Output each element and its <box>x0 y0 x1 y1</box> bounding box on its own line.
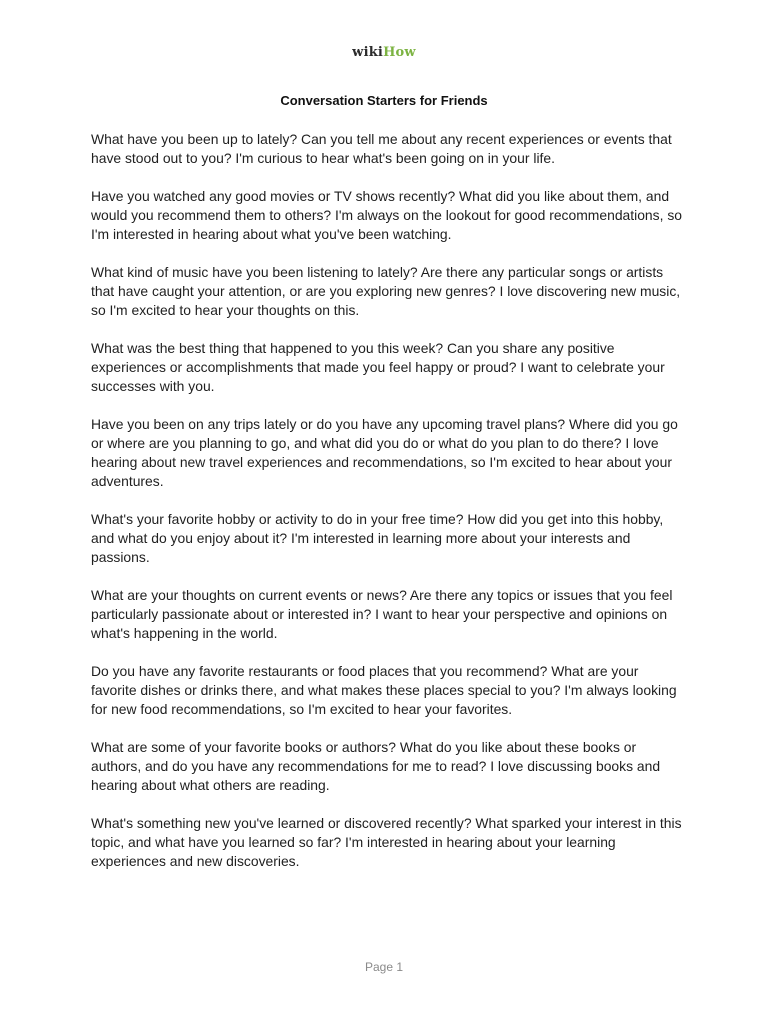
paragraph: What was the best thing that happened to you this week? Can you share any positive experiences or accomplishments that made you feel happy or proud? I want to celebrate your successes with you. <box>91 339 665 395</box>
document-title: Conversation Starters for Friends <box>280 93 488 108</box>
paragraph: Have you been on any trips lately or do you have any upcoming travel plans? Where did you go or where are you planning to go, and what did you do or what do you plan to do there? I love hearing about new travel experiences and recommendations, so I'm excited to hear about your adventures. <box>91 415 678 490</box>
document-body <box>91 130 683 890</box>
paragraph: Do you have any favorite restaurants or food places that you recommend? What are your favorite dishes or drinks there, and what makes these places special to you? I'm always looking for new food recommendations, so I'm excited to hear your favorites. <box>91 663 677 718</box>
paragraph: What's something new you've learned or discovered recently? What sparked your interest in this topic, and what have you learned so far? I'm interested in hearing about your learning experiences and new discoveries. <box>91 815 682 870</box>
logo-wiki-text: wiki <box>352 45 384 60</box>
page-number: Page 1 <box>364 960 404 974</box>
wikihow-logo <box>0 45 768 60</box>
paragraph: What are your thoughts on current events or news? Are there any topics or issues that you feel particularly passionate about or interested in? I want to hear your perspective and opinions on what's happening in the world. <box>91 587 673 642</box>
paragraph: What's your favorite hobby or activity to do in your free time? How did you get into this hobby, and what do you enjoy about it? I'm interested in learning more about your interests and passions. <box>91 511 664 566</box>
logo-how-text: How <box>383 45 416 60</box>
paragraph: What have you been up to lately? Can you tell me about any recent experiences or events that have stood out to you? I'm curious to hear what's been going on in your life. <box>91 131 672 167</box>
paragraph: What kind of music have you been listening to lately? Are there any particular songs or artists that have caught your attention, or are you exploring new genres? I love discovering new music, so I'm excited to hear your thoughts on this. <box>91 263 681 319</box>
paragraph: Have you watched any good movies or TV shows recently? What did you like about them, and would you recommend them to others? I'm always on the lookout for good recommendations, so I'm interested in hearing about what you've been watching. <box>91 187 682 243</box>
paragraph: What are some of your favorite books or authors? What do you like about these books or authors, and do you have any recommendations for me to read? I love discussing books and hearing about what others are reading. <box>91 739 661 794</box>
